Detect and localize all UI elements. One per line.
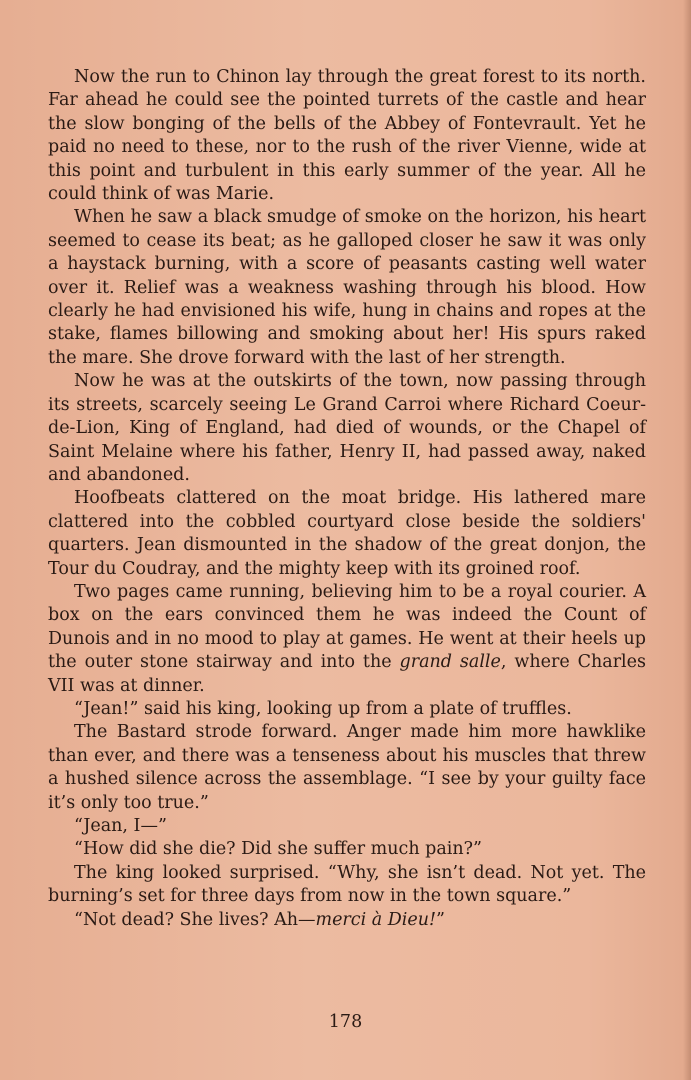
paragraph: “Jean, I—” [74, 816, 167, 836]
paragraph: Now he was at the outskirts of the town, now passing through its streets, scarcely seeing Le Grand Carroi where Richard Coeur-de-Lion, King of England, had died of wounds, or the Chapel of Saint Melaine where his father, Henry II, had passed away, naked and abandoned. [48, 371, 646, 485]
paragraph-text: ” [436, 909, 445, 930]
paragraph-text: Two pages came running, believing him to be a royal courier. A box on the ears convinced them he was indeed the Count of Dunois and in no mood to play at games. He went at their heels up the outer stone stairway and into the [48, 581, 646, 673]
body-text [48, 66, 646, 932]
page-number: 178 [328, 1012, 363, 1032]
italic-phrase: merci à Dieu! [315, 909, 437, 930]
paragraph-text: , where Charles VII was at dinner. [48, 652, 646, 696]
paragraph: “How did she die? Did she suffer much pain?” [74, 839, 482, 860]
paragraph: When he saw a black smudge of smoke on the horizon, his heart seemed to cease its beat; as he galloped closer he saw it was only a haystack burning, with a score of peasants casting well water over it. Relief was a weakness washing through his blood. How clearly he had envisioned his wife, hung in chains and ropes at the stake, flames billowing and smoking about her! His spurs raked the mare. She drove forward with the last of her strength. [48, 207, 646, 368]
paragraph [48, 909, 646, 932]
paragraph: Hoofbeats clattered on the moat bridge. His lathered mare clattered into the cobbled courtyard close beside the soldiers' quarters. Jean dismounted in the shadow of the great donjon, the Tour du Coudray, and the mighty keep with its groined roof. [48, 488, 646, 579]
paragraph: Now the run to Chinon lay through the great forest to its north. Far ahead he could see the pointed turrets of the castle and hear the slow bonging of the bells of the Abbey of Fontevrault. Yet he paid no need to these, nor to the rush of the river Vienne, wide at this point and turbulent in this early summer of the year. All he could think of was Marie. [48, 67, 646, 205]
paragraph: The Bastard strode forward. Anger made him more hawklike than ever, and there was a tenseness about his muscles that threw a hushed silence across the assemblage. “I see by your guilty face it’s only too true.” [48, 722, 646, 813]
paragraph-text: “Not dead? She lives? Ah— [74, 909, 316, 930]
italic-phrase: grand salle [399, 652, 501, 673]
paragraph: The king looked surprised. “Why, she isn’t dead. Not yet. The burning’s set for three days from now in the town square.” [48, 862, 646, 907]
paragraph: “Jean!” said his king, looking up from a plate of truffles. [74, 698, 572, 719]
paragraph [48, 581, 646, 698]
page-edge-shadow [683, 0, 691, 1080]
